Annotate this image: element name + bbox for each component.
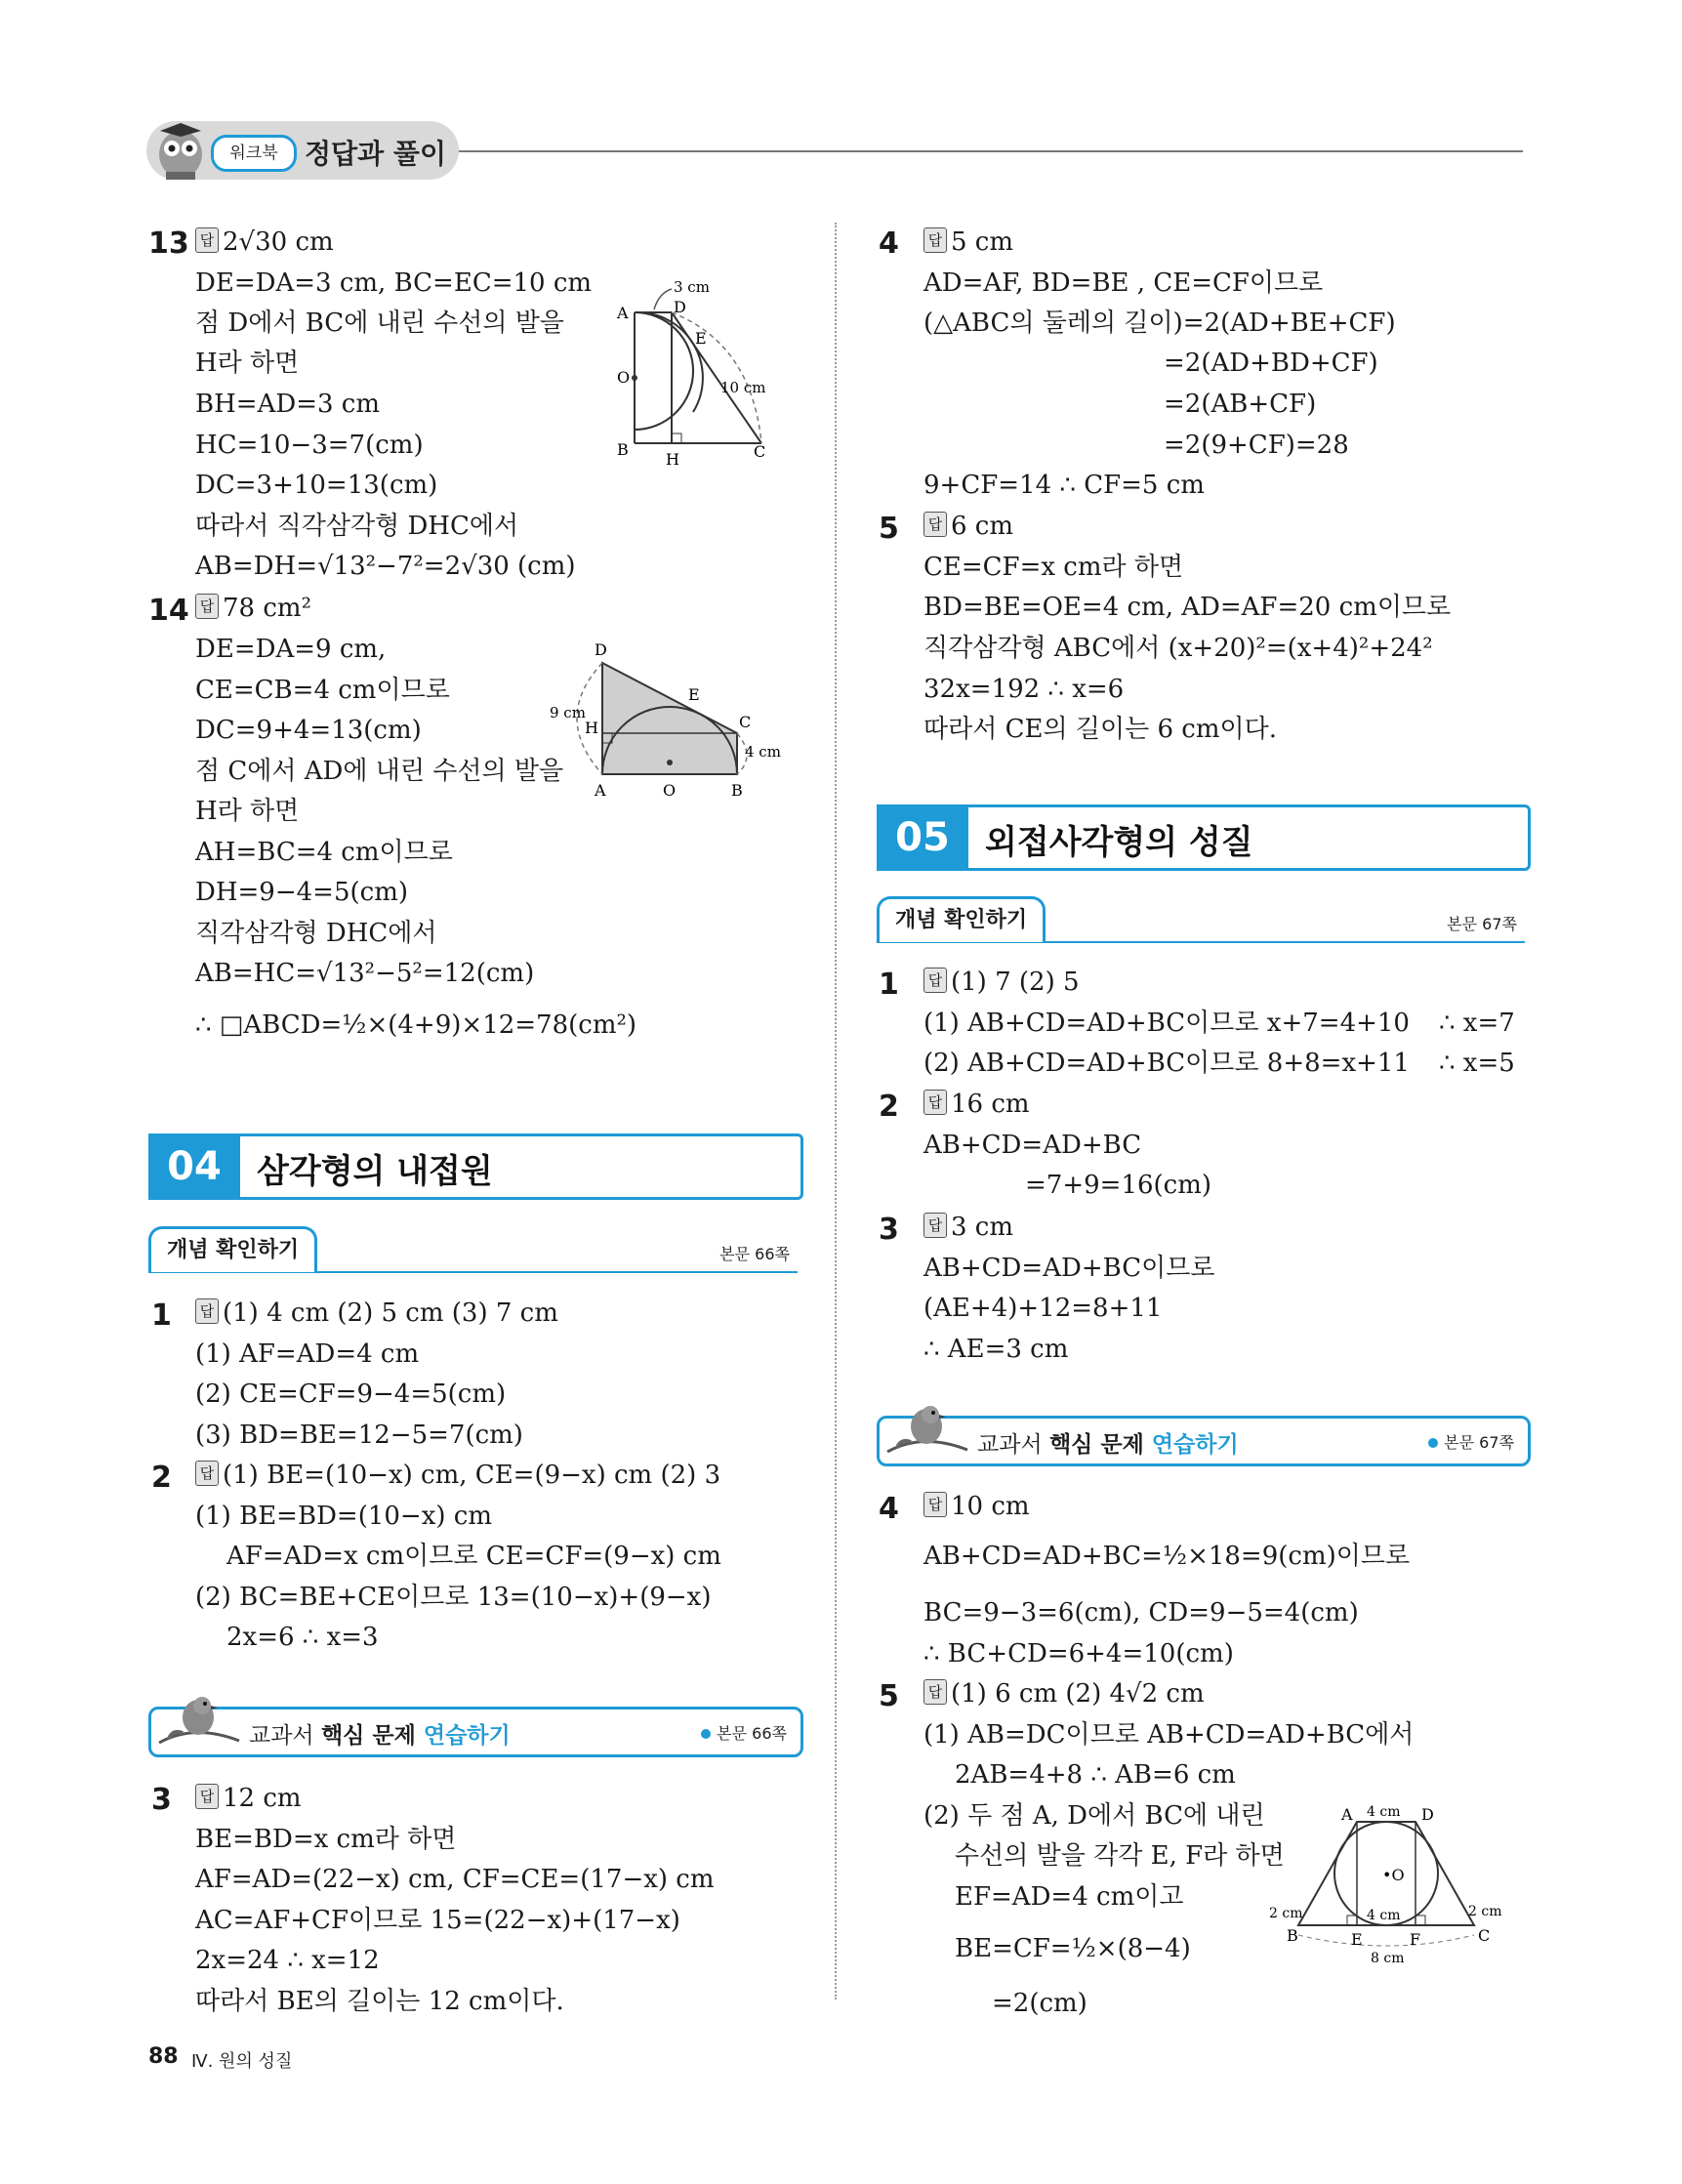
problem-4-line: (△ABC의 둘레의 길이)=2(AD+BE+CF): [923, 309, 1396, 338]
fig13-label: 10 cm: [720, 379, 766, 396]
question-4-line: BC=9−3=6(cm), CD=9−5=4(cm): [923, 1598, 1359, 1628]
answer-tag-icon: 답: [923, 227, 947, 253]
problem-13-line: BH=AD=3 cm: [195, 390, 380, 419]
question-5-line: EF=AD=4 cm이고: [955, 1882, 1184, 1912]
question-1-result: ∴ x=7: [1439, 1009, 1515, 1038]
fig5-label: B: [1287, 1926, 1298, 1945]
concept-check-ref: 본문 67쪽: [1447, 915, 1517, 933]
fig5-label: 2 cm: [1468, 1904, 1502, 1919]
problem-14-line: CE=CB=4 cm이므로: [195, 676, 450, 705]
problem-5-line: 직각삼각형 ABC에서 (x+20)²=(x+4)²+24²: [923, 634, 1433, 663]
section-04-header: [148, 1133, 803, 1200]
header-badge: 워크북: [211, 135, 297, 172]
textbook-practice-header: [148, 1707, 803, 1757]
concept-check-ref: 본문 66쪽: [719, 1245, 790, 1263]
fig5-label: 2 cm: [1269, 1906, 1303, 1921]
question-1-result: ∴ x=5: [1439, 1049, 1515, 1078]
fig14-label: O: [663, 781, 677, 800]
problem-13-line: 따라서 직각삼각형 DHC에서: [195, 512, 519, 541]
problem-14-figure: [542, 639, 796, 805]
fig14-label: H: [585, 719, 598, 737]
problem-14-line: AH=BC=4 cm이므로: [195, 838, 453, 867]
fig5-label: 4 cm: [1367, 1908, 1401, 1923]
owl-icon: [146, 115, 215, 184]
fig13-label: A: [617, 304, 629, 322]
question-5-number: 5: [879, 1679, 899, 1713]
textbook-practice-title: 교과서 핵심 문제 연습하기: [977, 1432, 1239, 1458]
problem-14-number: 14: [148, 594, 189, 628]
problem-14-line: 점 C에서 AD에 내린 수선의 발을: [195, 757, 564, 786]
problem-14-line: H라 하면: [195, 797, 300, 826]
answer-tag-icon: 답: [195, 1784, 219, 1809]
question-5-line: 2AB=4+8 ∴ AB=6 cm: [955, 1760, 1236, 1790]
question-5-line: 수선의 발을 각각 E, F라 하면: [955, 1841, 1285, 1871]
problem-4-line: 9+CF=14 ∴ CF=5 cm: [923, 471, 1205, 500]
fig5-label: D: [1421, 1805, 1434, 1824]
problem-3-line: AC=AF+CF이므로 15=(22−x)+(17−x): [195, 1906, 680, 1935]
answer-tag-icon: 답: [195, 1298, 219, 1324]
problem-3-line: 따라서 BE의 길이는 12 cm이다.: [195, 1987, 564, 2016]
problem-1-number: 1: [151, 1298, 172, 1333]
question-4-answer: 답 10 cm: [923, 1487, 1030, 1526]
textbook-practice-ref: 본문 67쪽: [1428, 1430, 1514, 1453]
concept-check-header: [148, 1226, 798, 1273]
question-1-line: (2) AB+CD=AD+BC이므로 8+8=x+11: [923, 1049, 1410, 1078]
answer-tag-icon: 답: [923, 1492, 947, 1517]
fig5-label: E: [1351, 1930, 1363, 1949]
question-5-line: (1) AB=DC이므로 AB+CD=AD+BC에서: [923, 1720, 1415, 1750]
answer-tag-icon: 답: [195, 1461, 219, 1486]
problem-2-line: (2) BC=BE+CE이므로 13=(10−x)+(9−x): [195, 1583, 712, 1612]
fig5-label: 4 cm: [1367, 1804, 1401, 1820]
question-3-number: 3: [879, 1213, 899, 1247]
problem-5-line: BD=BE=OE=4 cm, AD=AF=20 cm이므로: [923, 593, 1452, 622]
fig14-label: 4 cm: [745, 743, 781, 761]
answer-tag-icon: 답: [923, 1090, 947, 1115]
problem-5-answer: 답 6 cm: [923, 507, 1013, 546]
question-3-line: ∴ AE=3 cm: [923, 1335, 1069, 1364]
fig14-label: 9 cm: [550, 704, 586, 721]
problem-4-line: =2(AB+CF): [1164, 390, 1317, 419]
problem-3-line: AF=AD=(22−x) cm, CF=CE=(17−x) cm: [195, 1865, 715, 1894]
problem-14-line: AB=HC=√13²−5²=12(cm): [195, 959, 535, 988]
problem-4-line: =2(9+CF)=28: [1164, 431, 1349, 460]
question-5-line: (2) 두 점 A, D에서 BC에 내린: [923, 1801, 1265, 1831]
problem-2-answer: 답 (1) BE=(10−x) cm, CE=(9−x) cm (2) 3: [195, 1456, 720, 1495]
problem-14-line: ∴ □ABCD=½×(4+9)×12=78(cm²): [195, 1010, 637, 1040]
question-5-answer: 답 (1) 6 cm (2) 4√2 cm: [923, 1674, 1205, 1713]
fig5-label: F: [1410, 1930, 1421, 1949]
fig14-label: B: [731, 781, 743, 800]
problem-4-answer: 답 5 cm: [923, 223, 1013, 262]
header-rule: [459, 150, 1523, 152]
question-5-line: BE=CF=½×(8−4): [955, 1934, 1191, 1963]
textbook-practice-title: 교과서 핵심 문제 연습하기: [249, 1723, 511, 1749]
problem-14-line: DC=9+4=13(cm): [195, 716, 422, 745]
section-05-header: [877, 804, 1531, 871]
fig5-label: A: [1341, 1805, 1353, 1824]
problem-1-line: (1) AF=AD=4 cm: [195, 1339, 420, 1369]
chapter-label: Ⅳ. 원의 성질: [191, 2051, 293, 2072]
fig14-label: D: [595, 640, 607, 659]
question-1-answer: 답 (1) 7 (2) 5: [923, 963, 1080, 1002]
problem-14-line: DE=DA=9 cm,: [195, 635, 387, 664]
problem-5-line: 따라서 CE의 길이는 6 cm이다.: [923, 715, 1277, 744]
answer-tag-icon: 답: [923, 512, 947, 537]
question-5-line: =2(cm): [992, 1989, 1087, 2018]
fig14-label: C: [739, 713, 752, 731]
question-2-number: 2: [879, 1090, 899, 1124]
problem-4-line: AD=AF, BD=BE , CE=CF이므로: [923, 268, 1324, 298]
answer-tag-icon: 답: [923, 1213, 947, 1238]
question-4-number: 4: [879, 1492, 899, 1526]
section-05-title: 외접사각형의 성질: [985, 823, 1253, 862]
problem-13-line: AB=DH=√13²−7²=2√30 (cm): [195, 552, 576, 581]
fig5-label: •O: [1382, 1866, 1405, 1884]
question-1-number: 1: [879, 968, 899, 1002]
question-5-figure: [1269, 1798, 1503, 1974]
section-04-title: 삼각형의 내접원: [257, 1152, 493, 1191]
question-3-line: (AE+4)+12=8+11: [923, 1294, 1163, 1323]
fig13-label: H: [666, 450, 679, 469]
problem-13-figure: [605, 275, 781, 471]
answer-tag-icon: 답: [195, 227, 219, 253]
question-3-answer: 답 3 cm: [923, 1208, 1013, 1247]
fig5-label: C: [1478, 1926, 1491, 1945]
fig13-label: 3 cm: [674, 278, 710, 296]
problem-14-answer: 답 78 cm²: [195, 589, 311, 628]
problem-13-answer: 답 2√30 cm: [195, 223, 334, 262]
fig14-label: A: [595, 781, 606, 800]
problem-5-line: CE=CF=x cm라 하면: [923, 553, 1184, 582]
problem-13-line: DE=DA=3 cm, BC=EC=10 cm: [195, 268, 593, 298]
bird-icon: [155, 1684, 243, 1754]
problem-13-line: H라 하면: [195, 349, 300, 378]
answer-tag-icon: 답: [923, 968, 947, 993]
problem-13-line: 점 D에서 BC에 내린 수선의 발을: [195, 309, 564, 338]
concept-check-header: [877, 896, 1525, 943]
question-1-line: (1) AB+CD=AD+BC이므로 x+7=4+10: [923, 1009, 1410, 1038]
concept-check-label: 개념 확인하기: [877, 896, 1046, 942]
problem-13-line: DC=3+10=13(cm): [195, 471, 438, 500]
problem-5-number: 5: [879, 512, 899, 546]
problem-2-line: (1) BE=BD=(10−x) cm: [195, 1502, 493, 1531]
fig14-label: E: [688, 685, 700, 704]
problem-3-line: 2x=24 ∴ x=12: [195, 1946, 380, 1975]
problem-4-line: =2(AD+BD+CF): [1164, 349, 1378, 378]
question-2-line: =7+9=16(cm): [1025, 1171, 1212, 1200]
header-title: 정답과 풀이: [305, 138, 446, 170]
question-3-line: AB+CD=AD+BC이므로: [923, 1254, 1215, 1283]
question-4-line: AB+CD=AD+BC=½×18=9(cm)이므로: [923, 1542, 1411, 1571]
problem-3-number: 3: [151, 1783, 172, 1817]
problem-2-number: 2: [151, 1461, 172, 1495]
concept-check-label: 개념 확인하기: [148, 1226, 317, 1272]
problem-2-line: 2x=6 ∴ x=3: [226, 1623, 379, 1652]
bullet-icon: [701, 1729, 711, 1739]
problem-14-line: 직각삼각형 DHC에서: [195, 919, 437, 948]
bullet-icon: [1428, 1438, 1438, 1448]
column-divider: [835, 223, 837, 1999]
textbook-practice-ref: 본문 66쪽: [701, 1721, 787, 1744]
fig13-label: B: [617, 440, 629, 459]
section-04-number: 04: [148, 1133, 240, 1200]
fig5-label: 8 cm: [1371, 1951, 1405, 1966]
page-number: 88: [148, 2044, 179, 2069]
textbook-practice-header: [877, 1416, 1531, 1466]
section-05-number: 05: [877, 804, 968, 871]
problem-3-line: BE=BD=x cm라 하면: [195, 1825, 457, 1854]
bird-icon: [883, 1393, 971, 1463]
problem-14-line: DH=9−4=5(cm): [195, 878, 409, 907]
fig13-label: D: [674, 298, 686, 316]
problem-1-answer: 답 (1) 4 cm (2) 5 cm (3) 7 cm: [195, 1294, 558, 1333]
question-2-answer: 답 16 cm: [923, 1085, 1030, 1124]
problem-5-line: 32x=192 ∴ x=6: [923, 675, 1125, 704]
question-4-line: ∴ BC+CD=6+4=10(cm): [923, 1639, 1234, 1669]
fig13-label: C: [754, 442, 766, 461]
answer-tag-icon: 답: [195, 594, 219, 619]
problem-13-number: 13: [148, 227, 189, 261]
problem-1-line: (2) CE=CF=9−4=5(cm): [195, 1380, 507, 1409]
problem-13-line: HC=10−3=7(cm): [195, 431, 424, 460]
problem-4-number: 4: [879, 227, 899, 261]
problem-3-answer: 답 12 cm: [195, 1779, 302, 1818]
fig13-label: O: [617, 368, 631, 387]
answer-tag-icon: 답: [923, 1679, 947, 1705]
problem-2-line: AF=AD=x cm이므로 CE=CF=(9−x) cm: [226, 1542, 721, 1571]
question-2-line: AB+CD=AD+BC: [923, 1131, 1142, 1160]
problem-1-line: (3) BD=BE=12−5=7(cm): [195, 1421, 523, 1450]
fig13-label: E: [695, 329, 707, 348]
